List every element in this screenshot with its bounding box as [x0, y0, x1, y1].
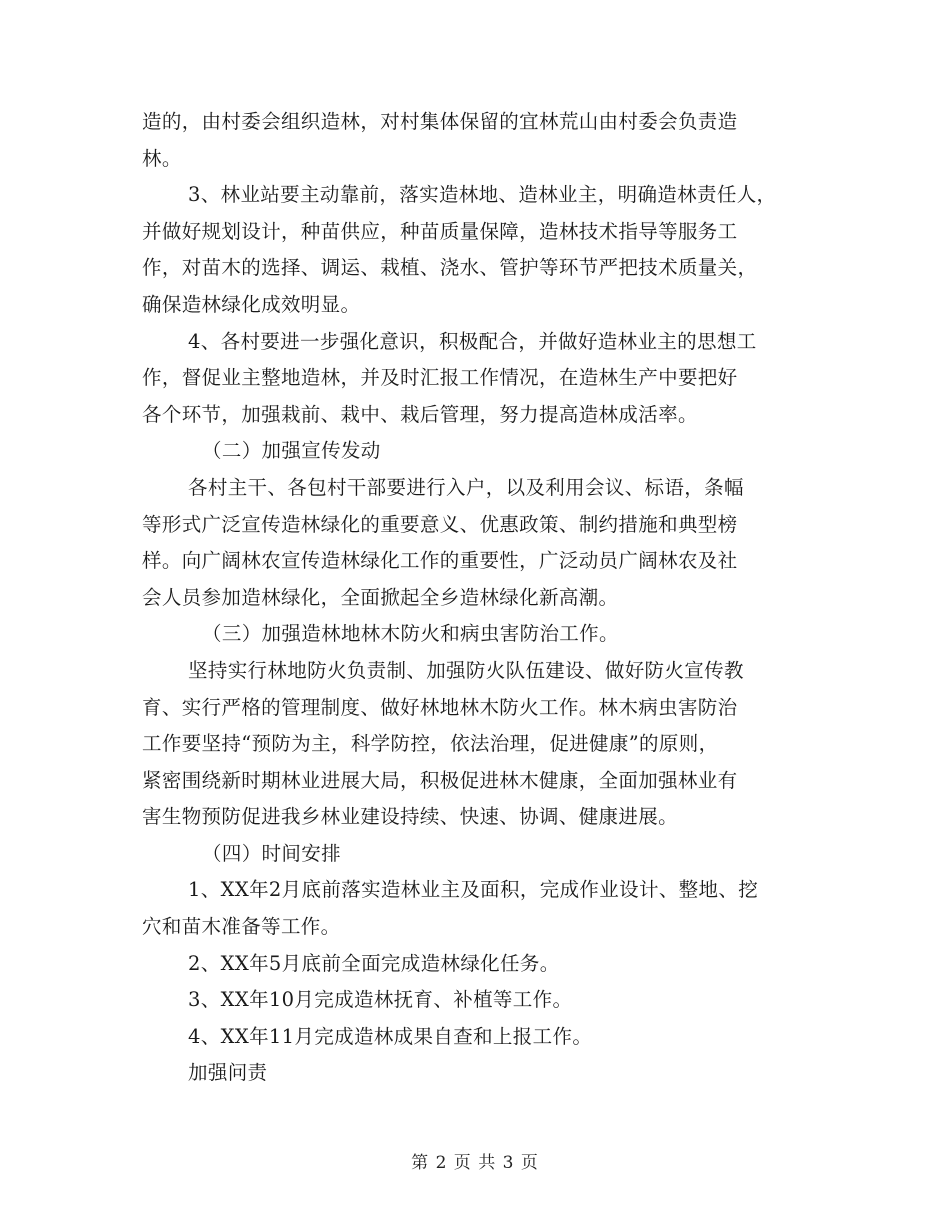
text-line: 作，督促业主整地造林，并及时汇报工作情况，在造林生产中要把好 [142, 366, 738, 390]
text-line: 作，对苗木的选择、调运、栽植、浇水、管护等环节严把技术质量关， [142, 256, 758, 280]
text-line: 害生物预防促进我乡林业建设持续、快速、协调、健康进展。 [142, 805, 678, 829]
text-line: 加强问责 [188, 1061, 268, 1085]
text-line: 紧密围绕新时期林业进展大局，积极促进林木健康，全面加强林业有 [142, 768, 738, 792]
text-line: 各个环节，加强栽前、栽中、栽后管理，努力提高造林成活率。 [142, 402, 698, 426]
text-line: （二）加强宣传发动 [202, 439, 381, 463]
text-line: 1、XX年2月底前落实造林业主及面积，完成作业设计、整地、挖 [188, 878, 759, 902]
text-line: 样。向广阔林农宣传造林绿化工作的重要性，广泛动员广阔林农及社 [142, 549, 738, 573]
text-line: 确保造林绿化成效明显。 [142, 292, 361, 316]
text-line: 造的，由村委会组织造林，对村集体保留的宜林荒山由村委会负责造 [142, 110, 738, 133]
text-line: 等形式广泛宣传造林绿化的重要意义、优惠政策、制约措施和典型榜 [142, 512, 738, 536]
text-line: 工作要坚持“预防为主，科学防控，依法治理，促进健康”的原则， [142, 732, 719, 756]
text-line: 2、XX年5月底前全面完成造林绿化任务。 [188, 951, 560, 975]
text-line: 林。 [142, 146, 182, 170]
text-line: 各村主干、各包村干部要进行入户，以及利用会议、标语，条幅 [188, 475, 744, 499]
text-line: 4、各村要进一步强化意识，积极配合，并做好造林业主的思想工 [188, 329, 757, 353]
document-body [142, 104, 822, 1092]
text-line: 穴和苗木准备等工作。 [142, 915, 341, 939]
text-line: 3、林业站要主动靠前，落实造林地、造林业主，明确造林责任人， [188, 183, 777, 207]
text-line: 会人员参加造林绿化，全面掀起全乡造林绿化新高潮。 [142, 585, 619, 609]
text-line: 3、XX年10月完成造林抚育、补植等工作。 [188, 988, 573, 1012]
text-line: 坚持实行林地防火负责制、加强防火队伍建设、做好防火宣传教 [188, 658, 744, 682]
text-line: 并做好规划设计，种苗供应，种苗质量保障，造林技术指导等服务工 [142, 219, 738, 243]
text-line: 育、实行严格的管理制度、做好林地林木防火工作。林木病虫害防治 [142, 695, 738, 719]
text-line: （三）加强造林地林木防火和病虫害防治工作。 [202, 622, 619, 646]
page-number-footer: 第 2 页 共 3 页 [411, 1153, 539, 1173]
text-line: 4、XX年11月完成造林成果自查和上报工作。 [188, 1024, 593, 1048]
text-line: （四）时间安排 [202, 841, 341, 865]
